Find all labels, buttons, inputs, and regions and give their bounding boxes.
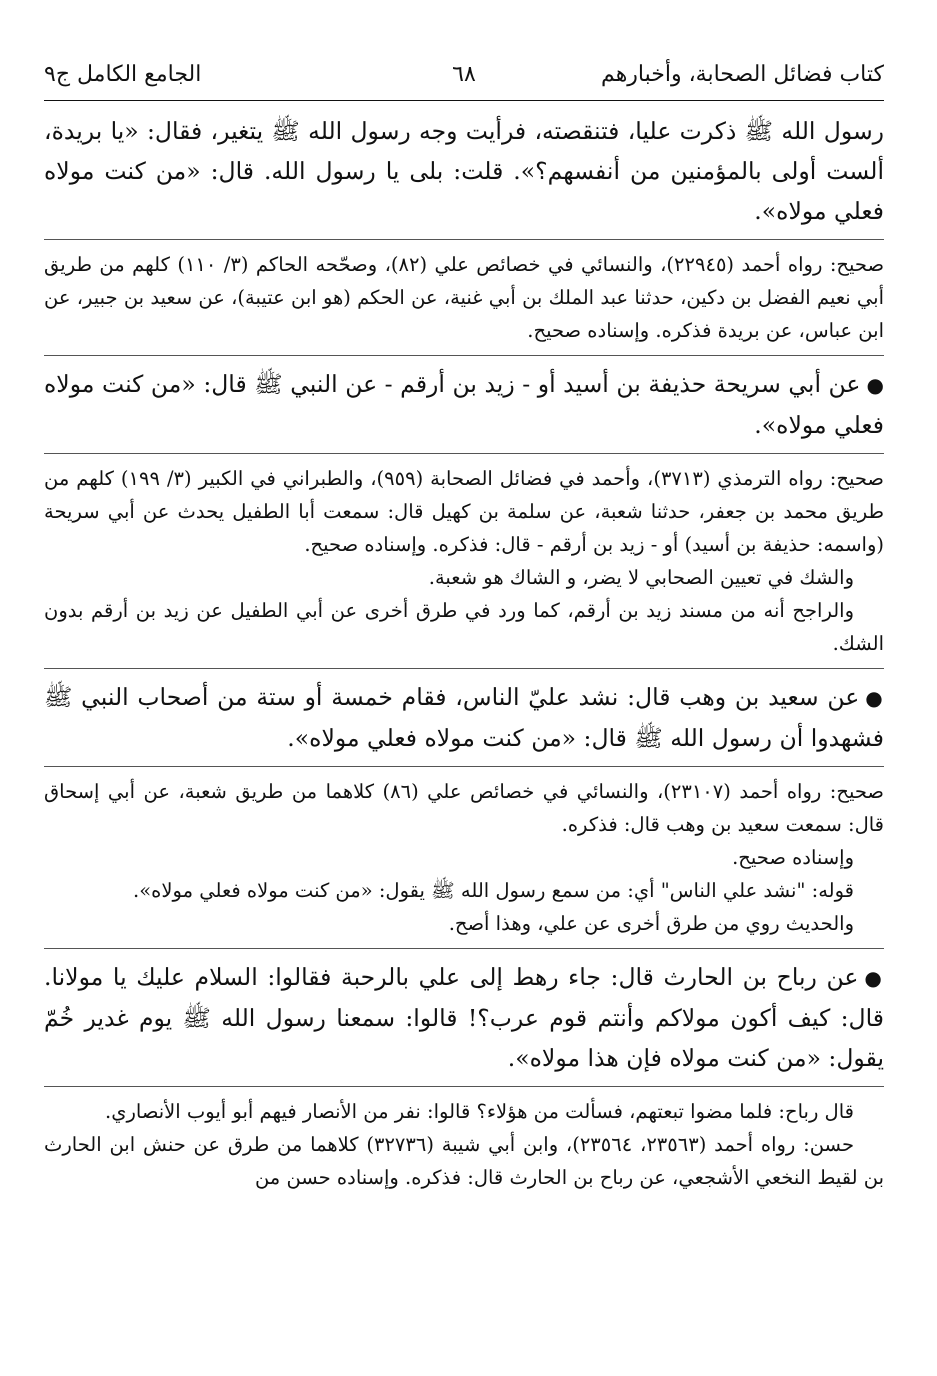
section-divider	[44, 453, 884, 454]
commentary-paragraph	[44, 1095, 884, 1128]
section-divider	[44, 766, 884, 767]
hadith-paragraph	[44, 364, 884, 445]
paragraph-text: صحيح: رواه أحمد (٢٢٩٤٥)، والنسائي في خصائص علي (٨٢)، وصحّحه الحاكم (٣/ ١١٠) كلهم من طريق أبي نعيم الفضل بن دكين، حدثنا عبد الملك بن أبي غنية، عن الحكم (هو ابن عتيبة)، عن سعيد بن جبير، عن ابن عباس، عن بريدة فذكره. وإسناده صحيح.	[44, 253, 885, 342]
paragraph-text: والحديث روي من طرق أخرى عن علي، وهذا أصح.	[448, 912, 854, 935]
paragraph-text: قال رباح: فلما مضوا تبعتهم، فسألت من هؤلاء؟ قالوا: نفر من الأنصار فيهم أبو أيوب الأنصاري.	[105, 1100, 854, 1123]
page-number: ٦٨	[452, 62, 476, 87]
paragraph-text: قوله: "نشد علي الناس" أي: من سمع رسول الله ﷺ يقول: «من كنت مولاه فعلي مولاه».	[133, 879, 854, 902]
commentary-paragraph	[44, 841, 884, 874]
chapter-title: كتاب فضائل الصحابة، وأخبارهم	[601, 62, 884, 87]
commentary-paragraph	[44, 775, 884, 841]
paragraph-text: رسول الله ﷺ ذكرت عليا، فتنقصته، فرأيت وجه رسول الله ﷺ يتغير، فقال: «يا بريدة، ألست أولى بالمؤمنين من أنفسهم؟». قلت: بلى يا رسول الله. قال: «من كنت مولاه فعلي مولاه».	[44, 117, 884, 225]
bullet-icon: ●	[864, 966, 884, 990]
commentary-paragraph	[44, 1128, 884, 1194]
commentary-paragraph	[44, 874, 884, 907]
paragraph-text: وإسناده صحيح.	[732, 846, 854, 869]
book-title: الجامع الكامل ج٩	[44, 62, 202, 87]
paragraph-text: والراجح أنه من مسند زيد بن أرقم، كما ورد في طرق أخرى عن أبي الطفيل عن زيد بن أرقم بدون الشك.	[44, 599, 884, 655]
bullet-icon: ●	[866, 373, 885, 397]
paragraph-text: صحيح: رواه الترمذي (٣٧١٣)، وأحمد في فضائل الصحابة (٩٥٩)، والطبراني في الكبير (٣/ ١٩٩) كلهم من طريق محمد بن جعفر، حدثنا شعبة، عن سلمة بن كهيل قال: سمعت أبا الطفيل يحدث عن أبي سريحة (واسمه: حذيفة بن أسيد) أو - زيد بن أرقم - قال: فذكره. وإسناده صحيح.	[44, 467, 884, 556]
section-divider	[44, 948, 884, 949]
commentary-paragraph	[44, 248, 884, 347]
commentary-paragraph	[44, 462, 884, 561]
paragraph-text: صحيح: رواه أحمد (٢٣١٠٧)، والنسائي في خصائص علي (٨٦) كلاهما من طريق شعبة، عن أبي إسحاق قال: سمعت سعيد بن وهب قال: فذكره.	[44, 780, 884, 836]
book-page	[44, 58, 884, 1194]
commentary-paragraph	[44, 907, 884, 940]
hadith-paragraph	[44, 677, 884, 758]
bullet-icon: ●	[865, 686, 884, 710]
section-divider	[44, 355, 884, 356]
paragraph-text: عن رباح بن الحارث قال: جاء رهط إلى علي بالرحبة فقالوا: السلام عليك يا مولانا. قال: كيف أكون مولاكم وأنتم قوم عرب؟! قالوا: سمعنا رسول الله ﷺ يوم غدير خُمّ يقول: «من كنت مولاه فإن هذا مولاه».	[44, 963, 884, 1072]
hadith-paragraph	[44, 111, 884, 231]
page-body	[44, 111, 884, 1194]
section-divider	[44, 239, 884, 240]
paragraph-text: عن أبي سريحة حذيفة بن أسيد أو - زيد بن أرقم - عن النبي ﷺ قال: «من كنت مولاه فعلي مولاه».	[44, 370, 884, 439]
commentary-paragraph	[44, 594, 884, 660]
page-header	[44, 58, 884, 94]
paragraph-text: حسن: رواه أحمد (٢٣٥٦٣، ٢٣٥٦٤)، وابن أبي شيبة (٣٢٧٣٦) كلاهما من طرق عن حنش ابن الحارث بن لقيط النخعي الأشجعي، عن رباح بن الحارث قال: فذكره. وإسناده حسن من	[44, 1133, 884, 1189]
section-divider	[44, 1086, 884, 1087]
section-divider	[44, 668, 884, 669]
hadith-paragraph	[44, 957, 884, 1078]
paragraph-text: والشك في تعيين الصحابي لا يضر، و الشاك هو شعبة.	[428, 566, 854, 589]
header-rule	[44, 100, 884, 101]
paragraph-text: عن سعيد بن وهب قال: نشد عليّ الناس، فقام خمسة أو ستة من أصحاب النبي ﷺ فشهدوا أن رسول الله ﷺ قال: «من كنت مولاه فعلي مولاه».	[44, 683, 884, 752]
commentary-paragraph	[44, 561, 884, 594]
